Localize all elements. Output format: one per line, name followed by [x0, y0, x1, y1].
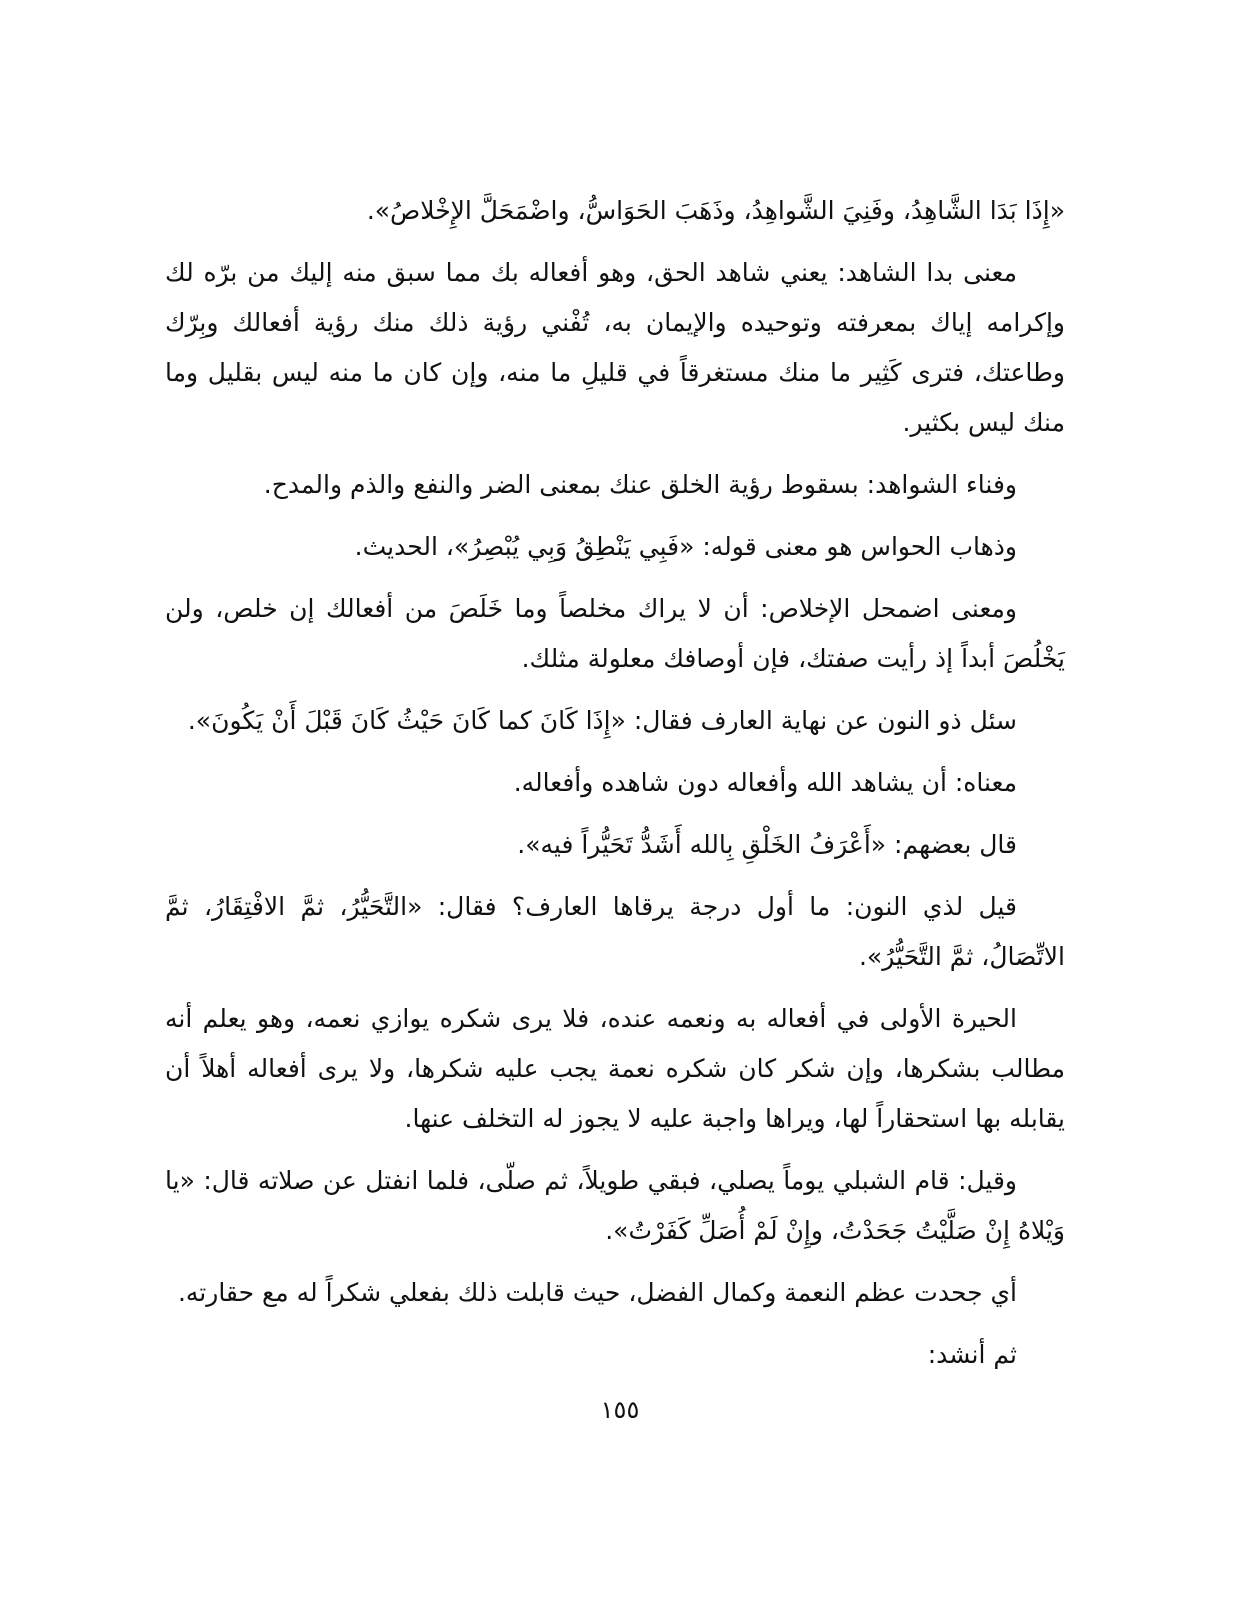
- paragraph-6: سئل ذو النون عن نهاية العارف فقال: «إِذَا كَانَ كما كَانَ حَيْثُ كَانَ قَبْلَ أَنْ يَكُونَ».: [187, 706, 1017, 735]
- paragraph-13: ثم أنشد:: [927, 1340, 1017, 1369]
- paragraph-10: الحيرة الأولى في أفعاله به ونعمه عنده، فلا يرى شكره يوازي نعمه، وهو يعلم أنه مطالب بشكرها، وإن شكر كان شكره نعمة يجب عليه شكرها، ولا يرى أفعاله أهلاً أن يقابله بها استحقاراً لها، ويراها واجبة عليه لا يجوز له التخلف عنها.: [165, 1004, 1065, 1133]
- paragraph-8: قال بعضهم: «أَعْرَفُ الخَلْقِ بِالله أَشَدُّ تَحَيُّراً فيه».: [517, 830, 1017, 859]
- paragraph-2: معنى بدا الشاهد: يعني شاهد الحق، وهو أفعاله بك مما سبق منه إليك من برّه لك وإكرامه إياك بمعرفته وتوحيده والإيمان به، تُفْني رؤية ذلك منك رؤية أفعالك وبِرّك وطاعتك، فترى كَثِير ما منك مستغرقاً في قليلِ ما منه، وإن كان ما منه ليس بقليل وما منك ليس بكثير.: [165, 258, 1065, 437]
- page-number: ١٥٥: [600, 1396, 640, 1424]
- paragraph-3: وفناء الشواهد: بسقوط رؤية الخلق عنك بمعنى الضر والنفع والذم والمدح.: [263, 470, 1017, 499]
- paragraph-12: أي جحدت عظم النعمة وكمال الفضل، حيث قابلت ذلك بفعلي شكراً له مع حقارته.: [177, 1278, 1017, 1307]
- paragraph-4: وذهاب الحواس هو معنى قوله: «فَبِي يَنْطِقُ وَبِي يُبْصِرُ»، الحديث.: [354, 532, 1017, 561]
- paragraph-11: وقيل: قام الشبلي يوماً يصلي، فبقي طويلاً، ثم صلّى، فلما انفتل عن صلاته قال: «يا وَيْلاهُ إِنْ صَلَّيْتُ جَحَدْتُ، وإِنْ لَمْ أُصَلِّ كَفَرْتُ».: [165, 1166, 1065, 1245]
- paragraph-1: «إِذَا بَدَا الشَّاهِدُ، وفَنِيَ الشَّواهِدُ، وذَهَبَ الحَوَاسُّ، واضْمَحَلَّ الإِخْلاصُ».: [366, 196, 1065, 225]
- paragraph-5: ومعنى اضمحل الإخلاص: أن لا يراك مخلصاً وما خَلَصَ من أفعالك إن خلص، ولن يَخْلُصَ أبداً إذ رأيت صفتك، فإن أوصافك معلولة مثلك.: [165, 594, 1065, 673]
- paragraph-9: قيل لذي النون: ما أول درجة يرقاها العارف؟ فقال: «التَّحَيُّرُ، ثمَّ الافْتِقَارُ، ثمَّ الاتِّصَالُ، ثمَّ التَّحَيُّرُ».: [165, 892, 1065, 971]
- body-text: [165, 186, 1065, 1392]
- paragraph-7: معناه: أن يشاهد الله وأفعاله دون شاهده وأفعاله.: [513, 768, 1017, 797]
